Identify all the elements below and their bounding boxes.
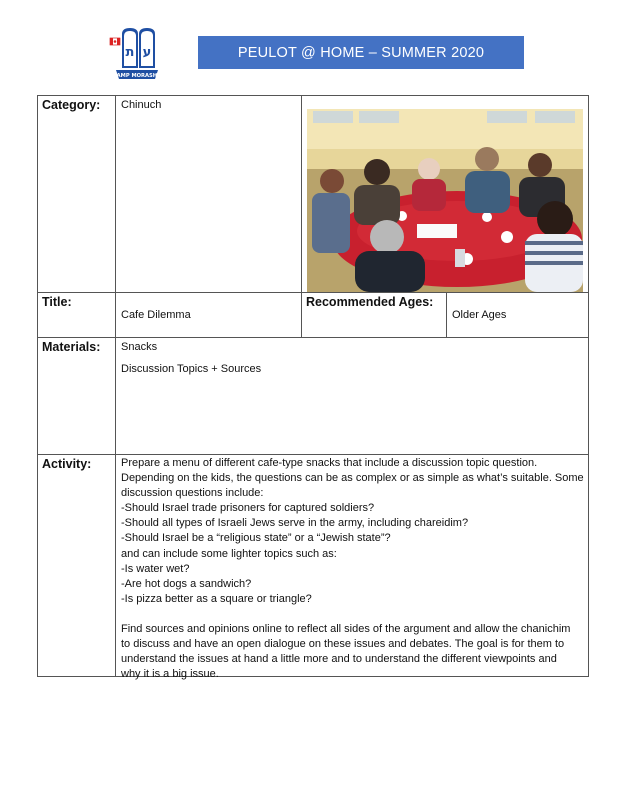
page-banner: PEULOT @ HOME – SUMMER 2020 xyxy=(198,36,524,69)
activity-line: Depending on the kids, the questions can be as complex or as simple as what’s suitable. Some xyxy=(121,472,584,485)
svg-text:ת: ת xyxy=(125,45,135,60)
discussion-photo xyxy=(307,109,583,292)
ages-value: Older Ages xyxy=(452,309,507,321)
svg-text:ע: ע xyxy=(142,45,152,60)
activity-line: -Are hot dogs a sandwich? xyxy=(121,577,252,590)
category-value: Chinuch xyxy=(121,99,162,111)
activity-line: -Is pizza better as a square or triangle? xyxy=(121,592,312,605)
activity-line: Find sources and opinions online to reflect all sides of the argument and allow the chanichim xyxy=(121,623,571,636)
activity-line: Prepare a menu of different cafe-type snacks that include a discussion topic question. xyxy=(121,457,538,469)
title-label: Title: xyxy=(42,295,72,309)
activity-line: to discuss and have an open dialogue on these issues and debates. The goal is for them to xyxy=(121,638,565,651)
activity-line: why it is a big issue. xyxy=(121,668,219,681)
ages-label: Recommended Ages: xyxy=(306,295,434,309)
activity-label: Activity: xyxy=(42,457,92,471)
activity-line: -Should Israel trade prisoners for captured soldiers? xyxy=(121,502,375,515)
activity-text xyxy=(121,456,587,682)
activity-line: understand the issues at hand a little more and to understand the different viewpoints and xyxy=(121,653,557,666)
category-label: Category: xyxy=(42,98,101,112)
title-value: Cafe Dilemma xyxy=(121,309,191,321)
activity-line: discussion questions include: xyxy=(121,487,264,500)
camp-logo xyxy=(108,24,166,84)
materials-item: Discussion Topics + Sources xyxy=(121,363,262,375)
activity-line: -Is water wet? xyxy=(121,562,190,575)
svg-text:CAMP MORASHA: CAMP MORASHA xyxy=(112,73,162,79)
materials-label: Materials: xyxy=(42,340,101,354)
activity-line: -Should all types of Israeli Jews serve in the army, including chareidim? xyxy=(121,517,469,530)
activity-line xyxy=(121,607,587,622)
activity-line: and can include some lighter topics such as: xyxy=(121,547,337,560)
materials-item: Snacks xyxy=(121,341,158,353)
activity-line: -Should Israel be a “religious state” or a “Jewish state”? xyxy=(121,532,391,545)
